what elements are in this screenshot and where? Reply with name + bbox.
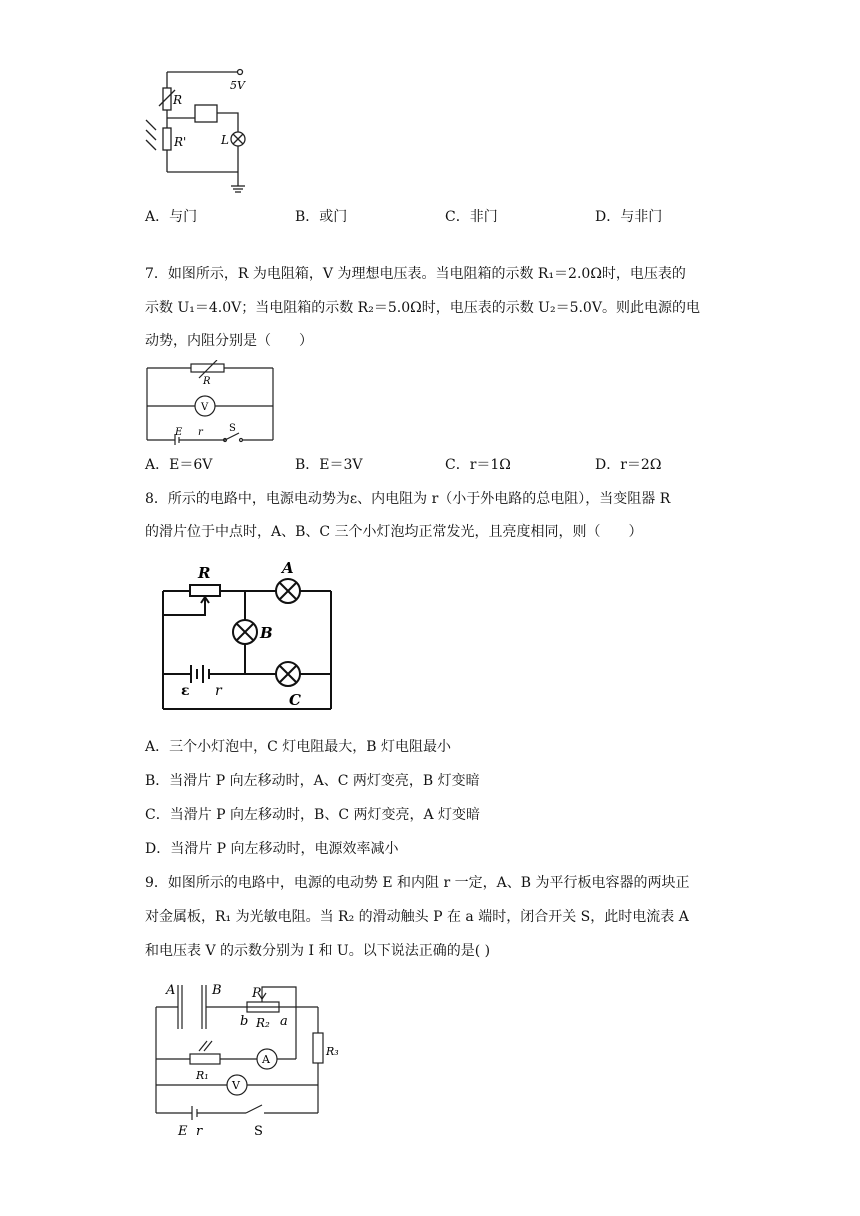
q7-circuit-figure	[143, 360, 278, 445]
q6-option-c[interactable]: C．非门	[445, 209, 498, 225]
q7-option-a[interactable]: A．E＝6V	[145, 457, 213, 473]
q8-r-small-label: r	[215, 683, 222, 699]
q8-a-label: A	[282, 559, 294, 577]
q7-r-label: R	[203, 376, 211, 387]
q7-text-line-1: 7．如图所示，R 为电阻箱，V 为理想电压表。当电阻箱的示数 R₁＝2.0Ω时，电压表的	[145, 266, 686, 282]
q9-plate-a-label: A	[166, 983, 176, 998]
q9-circuit-figure	[150, 975, 360, 1140]
q7-text-line-3: 动势，内阻分别是（ ）	[145, 333, 313, 349]
q8-c-label: C	[289, 691, 301, 709]
q8-r-label: R	[198, 564, 211, 582]
q9-r1-label: R₁	[196, 1069, 209, 1082]
q7-text-line-2: 示数 U₁＝4.0V；当电阻箱的示数 R₂＝5.0Ω时，电压表的示数 U₂＝5.0V。则此电源的电	[145, 300, 700, 316]
q9-r-small-label: r	[196, 1124, 203, 1139]
q7-option-c[interactable]: C．r＝1Ω	[445, 457, 511, 473]
q8-text-line-1: 8．所示的电路中，电源电动势为ε、内电阻为 r（小于外电路的总电阻），当变阻器 R	[145, 491, 671, 507]
q9-b-small-label: b	[240, 1014, 249, 1029]
q9-plate-b-label: B	[212, 983, 222, 998]
q9-text-line-3: 和电压表 V 的示数分别为 I 和 U。以下说法正确的是( )	[145, 943, 491, 959]
voltage-label: 5V	[230, 79, 245, 92]
q8-circuit-figure	[155, 555, 355, 715]
q7-option-d[interactable]: D．r＝2Ω	[595, 457, 662, 473]
q9-p-label: P	[252, 986, 261, 1001]
q9-a-small-label: a	[280, 1014, 288, 1029]
q6-option-a[interactable]: A．与门	[145, 209, 198, 225]
q9-ammeter-label: A	[262, 1053, 270, 1066]
q9-r3-label: R₃	[326, 1045, 339, 1058]
q8-text-line-2: 的滑片位于中点时，A、B、C 三个小灯泡均正常发光，且亮度相同，则（ ）	[145, 524, 643, 540]
q7-option-b[interactable]: B．E＝3V	[295, 457, 363, 473]
q9-text-line-1: 9．如图所示的电路中，电源的电动势 E 和内阻 r 一定，A、B 为平行板电容器的两块正	[145, 875, 690, 891]
q7-voltmeter-label: V	[201, 402, 209, 413]
q8-option-b[interactable]: B．当滑片 P 向左移动时，A、C 两灯变亮，B 灯变暗	[145, 773, 480, 789]
q7-e-label: E	[175, 427, 183, 438]
q8-option-a[interactable]: A．三个小灯泡中，C 灯电阻最大，B 灯电阻最小	[145, 739, 452, 755]
q9-r2-label: R₂	[256, 1016, 270, 1030]
q7-s-label: S	[229, 423, 236, 434]
q9-e-label: E	[178, 1124, 188, 1139]
q8-epsilon-label: ε	[181, 683, 190, 699]
q8-option-d[interactable]: D．当滑片 P 向左移动时，电源效率减小	[145, 841, 399, 857]
q8-option-c[interactable]: C．当滑片 P 向左移动时，B、C 两灯变亮，A 灯变暗	[145, 807, 481, 823]
q6-option-b[interactable]: B．或门	[295, 209, 348, 225]
q8-b-label: B	[260, 624, 273, 642]
q9-text-line-2: 对金属板，R₁ 为光敏电阻。当 R₂ 的滑动触头 P 在 a 端时，闭合开关 S，此时电流表 A	[145, 909, 689, 925]
q6-circuit-figure	[140, 60, 260, 195]
rprime-label: R'	[174, 135, 187, 149]
q9-voltmeter-label: V	[232, 1079, 240, 1092]
q6-option-d[interactable]: D．与非门	[595, 209, 663, 225]
q7-r-small-label: r	[198, 427, 203, 438]
r-label: R	[173, 93, 183, 107]
q9-s-label: S	[254, 1124, 263, 1139]
l-label: L	[221, 133, 229, 147]
